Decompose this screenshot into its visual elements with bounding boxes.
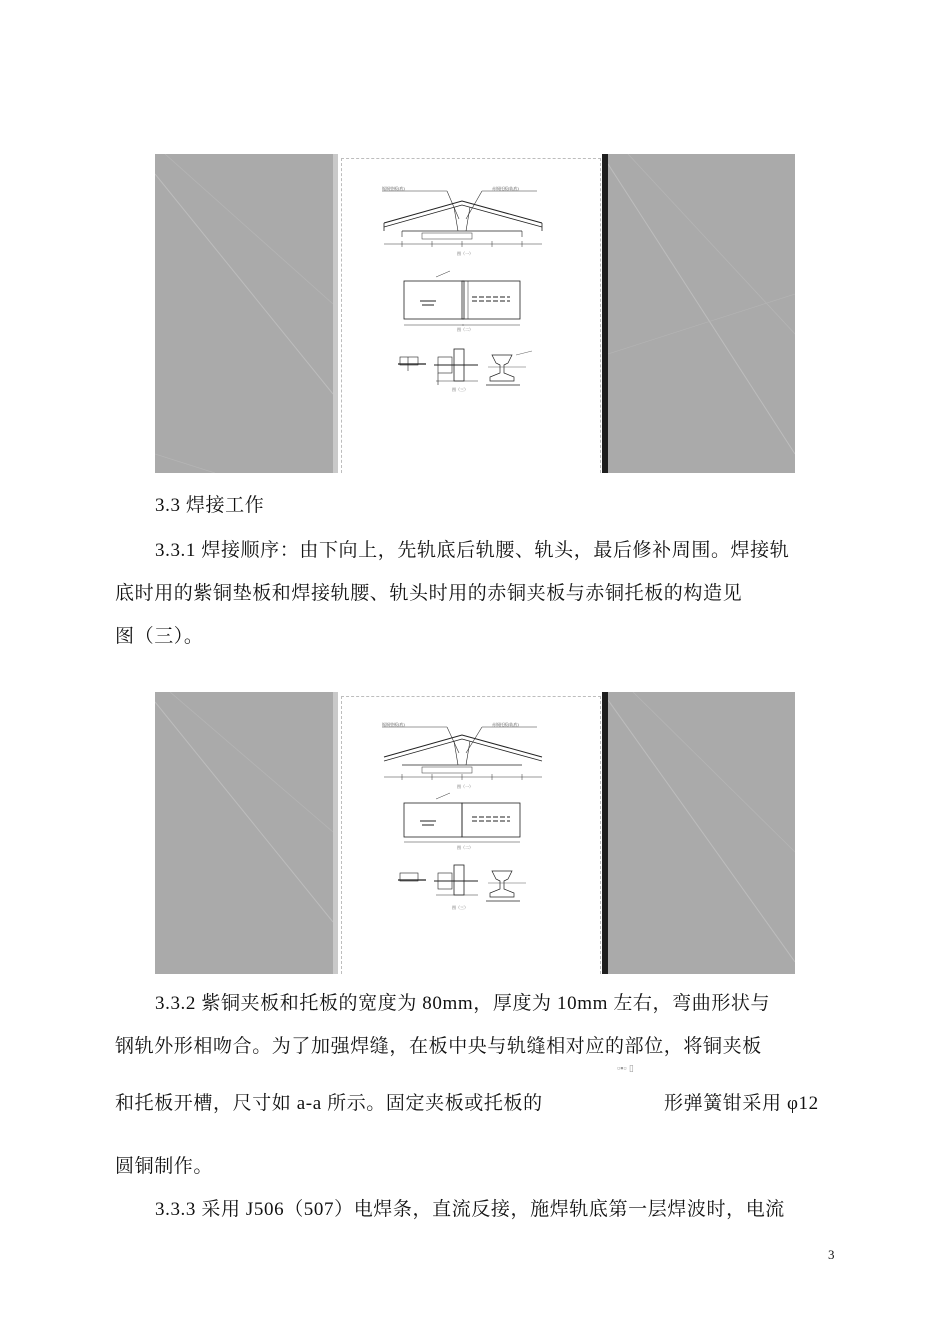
paragraph-3-3-3-line1: 3.3.3 采用 J506（507）电焊条，直流反接，施焊轨底第一层焊波时，电流 xyxy=(155,1199,785,1220)
paragraph-3-3-1-line3: 图（三）。 xyxy=(115,626,204,647)
panel-gap xyxy=(333,154,338,473)
page-number: 3 xyxy=(828,1247,835,1262)
callout-left: 锯铜垫板(底) xyxy=(382,186,405,191)
rail-drawing xyxy=(342,159,600,473)
caption-fig3: 图（三） xyxy=(452,905,468,910)
callout-right: 赤铜托板(轨底) xyxy=(492,722,519,727)
caption-fig2: 图（二） xyxy=(457,845,473,850)
rail-drawing xyxy=(342,697,600,974)
callout-right: 赤铜托板(轨底) xyxy=(492,186,519,191)
figure-screenshot-2 xyxy=(155,692,795,974)
right-gray-panel xyxy=(608,154,795,473)
caption-fig1: 图（一） xyxy=(457,784,473,789)
paragraph-3-3-1-line2: 底时用的紫铜垫板和焊接轨腰、轨头时用的赤铜夹板与赤铜托板的构造见 xyxy=(115,583,743,604)
left-gray-panel xyxy=(155,692,333,974)
figure-screenshot-1 xyxy=(155,154,795,473)
callout-left: 锯铜垫板(底) xyxy=(382,722,405,727)
caption-fig3: 图（三） xyxy=(452,387,468,392)
paragraph-3-3-2-line3b: 形弹簧钳采用 φ12 xyxy=(664,1093,819,1114)
section-heading: 3.3 焊接工作 xyxy=(155,495,265,516)
inline-image-placeholder: ▫▪▫ ▯ xyxy=(617,1063,634,1073)
paragraph-3-3-2-line4: 圆铜制作。 xyxy=(115,1156,214,1177)
paragraph-3-3-1-line1: 3.3.1 焊接顺序：由下向上，先轨底后轨腰、轨头，最后修补周围。焊接轨 xyxy=(155,540,790,561)
paragraph-3-3-2-line2: 钢轨外形相吻合。为了加强焊缝，在板中央与轨缝相对应的部位，将铜夹板 xyxy=(115,1036,762,1057)
paragraph-3-3-2-line1: 3.3.2 紫铜夹板和托板的宽度为 80mm，厚度为 10mm 左右，弯曲形状与 xyxy=(155,993,771,1014)
left-gray-panel xyxy=(155,154,333,473)
caption-fig2: 图（二） xyxy=(457,327,473,332)
right-gray-panel xyxy=(608,692,795,974)
paragraph-3-3-2-line3a: 和托板开槽，尺寸如 a-a 所示。固定夹板或托板的 xyxy=(115,1093,543,1114)
drawing-sheet xyxy=(341,696,601,974)
drawing-sheet xyxy=(341,158,601,473)
caption-fig1: 图（一） xyxy=(457,251,473,256)
panel-gap xyxy=(333,692,338,974)
